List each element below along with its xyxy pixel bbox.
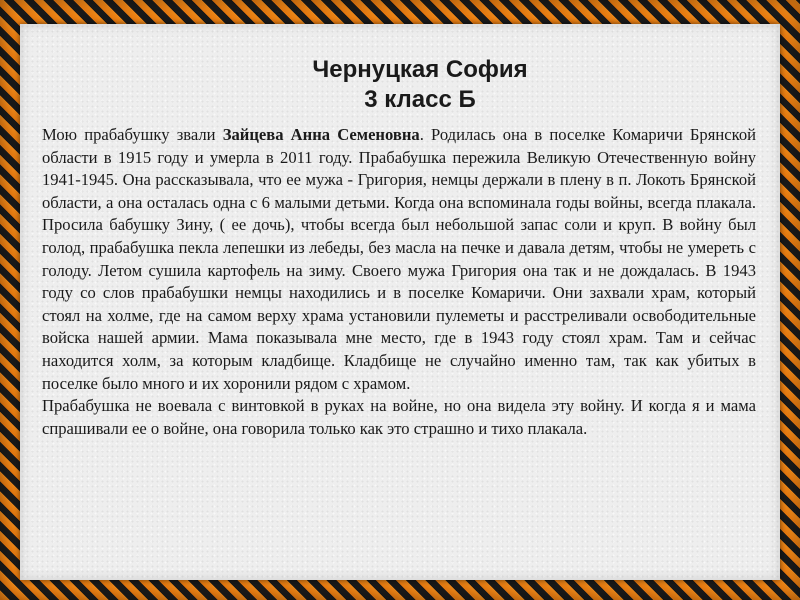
content-paper: [20, 24, 780, 580]
story-text: [42, 124, 756, 440]
author-class: 3 класс Б: [364, 86, 476, 113]
great-grandmother-name: Зайцева Анна Семеновна: [222, 125, 420, 144]
author-name: Чернуцкая София: [312, 56, 528, 83]
story-main: . Родилась она в поселке Комаричи Брянской области в 1915 году и умерла в 2011 году. Прабабушка пережила Великую Отечественную войну 1941-1945. Она рассказывала, что ее мужа - Григория, немцы держали в плену в п. Локоть Брянской области, а она осталась одна с 6 малыми детьми. Когда она вспоминала годы войны, всегда плакала. Просила бабушку Зину, ( ее дочь), чтобы всегда был небольшой запас соли и круп. В войну был голод, прабабушка пекла лепешки из лебеды, без масла на печке и давала детям, чтобы не умереть с голоду. Летом сушила картофель на зиму. Своего мужа Григория она так и не дождалась. В 1943 году со слов прабабушки немцы находились и в поселке Комаричи. Они захвали храм, который стоял на холме, где на самом верху храма установили пулеметы и расстреливали освободительные войска нашей армии. Мама показывала мне место, где в 1943 году стоял храм. Там и сейчас находится холм, за которым кладбище. Кладбище не случайно именно там, так как убитых в поселке было много и их хоронили рядом с храмом.: [42, 125, 756, 393]
story-intro: Мою прабабушку звали: [42, 125, 223, 144]
story-paragraph-2: Прабабушка не воевала с винтовкой в руках на войне, но она видела эту войну. И когда я и мама спрашивали ее о войне, она говорила только как это страшно и тихо плакала.: [42, 396, 756, 438]
story-paragraph-1: [42, 124, 756, 395]
